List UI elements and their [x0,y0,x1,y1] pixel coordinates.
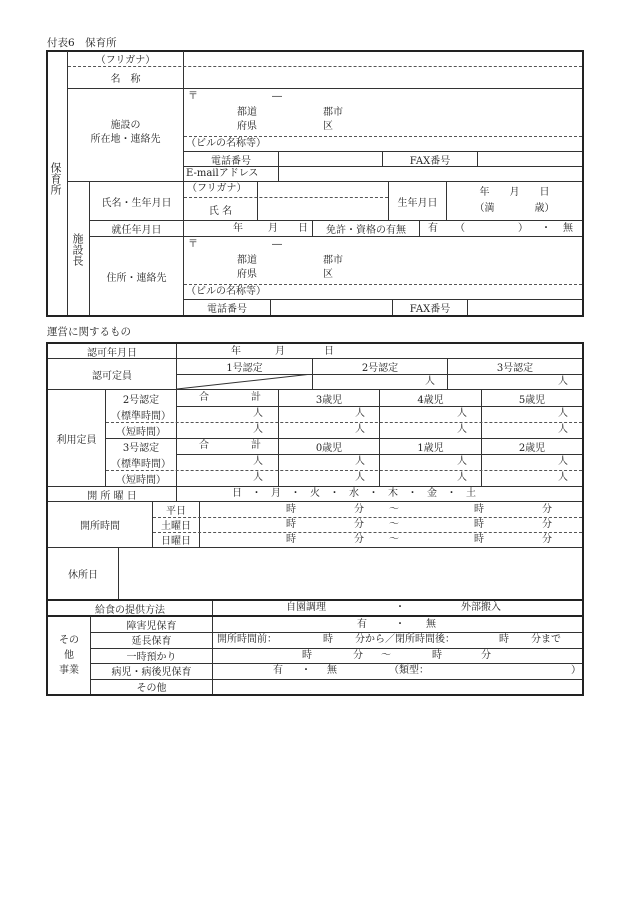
usage-total-b: 計 [251,392,261,403]
sick-care-dot: ・ [301,665,311,676]
disabled-care-dot: ・ [395,619,405,630]
usage-age-unit: 人 [457,472,467,483]
approval-date-input[interactable] [177,344,582,358]
usage-age-input[interactable] [279,470,349,486]
facility-building-input[interactable] [270,137,582,151]
usage-total-unit: 人 [253,424,263,435]
diagonal-slash [177,374,313,390]
open-day-1[interactable]: 月 [271,488,281,499]
director-building-label: （ビルの名称等） [186,286,266,297]
usage-total-unit: 人 [253,472,263,483]
hours-close-minute-unit: 分 [542,519,552,530]
director-furigana-input[interactable] [258,182,388,197]
open-day-separator: ・ [290,488,301,499]
hours-open-hour-unit: 時 [286,504,296,515]
usage-row-label: 2号認定 [122,394,160,406]
license-yes[interactable]: 有 [428,223,438,234]
usage-total-input[interactable] [177,406,247,422]
other-row-label: その他 [136,683,167,694]
sick-care-type-input[interactable] [432,663,568,678]
director-name-input[interactable] [258,198,388,220]
usage-age-input[interactable] [279,406,349,422]
usage-row-label: （標準時間） [111,458,171,470]
approval-date-label: 認可年月日 [87,347,137,359]
sick-care-type-close: ） [571,665,581,676]
appointed-date-input[interactable] [184,221,312,236]
operation-section-title: 運営に関するもの [47,326,131,338]
open-day-3[interactable]: 水 [349,488,359,499]
director-postal-input[interactable] [196,238,316,251]
usage-total-a: 合 [199,392,209,403]
open-day-2[interactable]: 火 [310,488,320,499]
hours-input[interactable] [200,502,582,517]
facility-postal-input[interactable] [196,90,316,103]
usage-age-unit: 人 [558,456,568,467]
usage-age-unit: 人 [457,408,467,419]
director-birth-label: 生年月日 [397,197,438,209]
usage-age-header: 0歳児 [315,442,343,454]
open-day-separator: ・ [407,488,418,499]
usage-age-unit: 人 [355,472,365,483]
hours-row-label: 日曜日 [161,536,191,547]
usage-age-header: 2歳児 [518,442,546,454]
disabled-care-no[interactable]: 無 [426,619,436,630]
hours-tilde: ～ [389,534,399,545]
hours-close-hour-unit: 時 [474,519,484,530]
sick-care-no[interactable]: 無 [327,665,337,676]
director-furigana-label: （フリガナ） [187,183,247,194]
director-postal-mark: 〒 [188,239,198,250]
director-todo-label: 都道 [237,255,257,266]
usage-total-unit: 人 [253,408,263,419]
temp-care-tilde: ～ [381,650,391,661]
director-age: （満 歳） [474,203,555,214]
director-ku-label: 区 [323,269,333,280]
appointed-month: 月 [268,223,278,234]
open-days-label: 開 所 曜 日 [87,490,137,502]
usage-age-input[interactable] [482,470,552,486]
open-day-0[interactable]: 日 [232,488,242,499]
license-paren-open: （ [455,223,465,234]
hours-open-hour-unit: 時 [286,534,296,545]
usage-total-input[interactable] [177,422,247,438]
usage-age-unit: 人 [457,456,467,467]
director-birthdate-input[interactable] [447,182,582,220]
hours-open-minute-unit: 分 [354,519,364,530]
ku-label: 区 [323,121,333,132]
facility-fax-input[interactable] [478,152,582,166]
disabled-care-yes[interactable]: 有 [357,619,367,630]
closed-days-input[interactable] [119,548,585,602]
meal-label: 給食の提供方法 [95,604,165,616]
usage-age-input[interactable] [279,422,349,438]
other-row-label: 延長保育 [131,636,172,647]
page-title: 付表6 保育所 [47,37,117,49]
sick-care-yes[interactable]: 有 [273,665,283,676]
usage-age-input[interactable] [380,406,451,422]
facility-section-label: 保育所 [49,162,62,195]
hours-label: 開所時間 [80,521,120,532]
license-detail-input[interactable] [466,221,516,236]
extended-care-hour1: 時 [323,634,333,645]
facility-address-input[interactable] [184,104,582,136]
appointed-day: 日 [298,223,308,234]
usage-age-header: 1歳児 [417,442,444,454]
open-day-separator: ・ [446,488,457,499]
open-day-separator: ・ [329,488,340,499]
usage-total-a: 合 [199,440,209,451]
license-no[interactable]: 無 [563,223,573,234]
extended-care-end: 分まで [531,634,561,645]
extended-after-hour-input[interactable] [460,632,498,647]
meal-dot: ・ [395,602,405,613]
usage-age-header: 3歳児 [315,394,343,406]
email-label: E-mailアドレス [186,168,259,179]
temp-care-h1: 時 [302,650,312,661]
usage-row-label: （標準時間） [111,410,171,422]
usage-age-input[interactable] [482,454,552,470]
approval-day: 日 [324,346,334,357]
hours-close-hour-unit: 時 [474,504,484,515]
usage-total-input[interactable] [177,470,247,486]
director-address-input[interactable] [184,252,582,284]
cert2-capacity-input[interactable] [313,375,423,389]
director-section-label: 施設長 [71,233,84,266]
usage-row-label: （短時間） [116,474,166,486]
cert2-unit: 人 [425,376,435,387]
director-birth-ymd: 年 月 日 [479,187,550,198]
director-phone-label: 電話番号 [207,304,247,315]
usage-total-unit: 人 [253,456,263,467]
phone-label: 電話番号 [211,155,251,167]
facility-furigana-input[interactable] [184,51,582,66]
usage-total-b: 計 [251,440,261,451]
open-day-4[interactable]: 木 [388,488,398,499]
cert1-header: 1号認定 [226,363,263,374]
hours-close-minute-unit: 分 [542,534,552,545]
open-day-separator: ・ [368,488,379,499]
other-row-label: 一時預かり [126,652,177,663]
hours-tilde: ～ [389,504,399,515]
hours-close-minute-unit: 分 [542,504,552,515]
other-row-label: 病児・病後児保育 [111,667,192,678]
todo-label: 都道 [237,107,257,118]
usage-age-header: 4歳児 [417,394,444,406]
usage-total-input[interactable] [177,454,247,470]
meal-option-external[interactable]: 外部搬入 [461,602,501,613]
postal-mark: 〒 [188,91,198,102]
usage-age-header: 5歳児 [518,394,546,406]
facility-email-input[interactable] [279,167,582,181]
open-day-separator: ・ [251,488,262,499]
usage-age-unit: 人 [457,424,467,435]
hours-open-hour-unit: 時 [286,519,296,530]
director-fuken-label: 府県 [237,269,257,280]
gunshi-label: 郡市 [323,107,343,118]
cert3-unit: 人 [558,376,568,387]
fax-label: FAX番号 [409,155,451,167]
director-name-label: 氏 名 [208,205,233,217]
usage-age-input[interactable] [380,422,451,438]
extended-care-before: 開所時間前： [217,634,277,645]
approval-month: 月 [275,346,285,357]
hours-row-label: 平日 [166,506,186,517]
usage-age-input[interactable] [279,454,349,470]
director-gunshi-label: 郡市 [323,255,343,266]
usage-age-unit: 人 [355,456,365,467]
other-label-line-1: その [59,635,79,646]
other-label-line-3: 事業 [59,665,79,676]
director-phone-input[interactable] [271,300,392,315]
temp-care-m1: 分 [353,650,363,661]
license-dot: ・ [541,223,551,234]
director-fax-input[interactable] [468,300,582,315]
director-name-birth-label: 氏名・生年月日 [101,197,172,209]
temp-care-h2: 時 [432,650,442,661]
facility-name-label: 名 称 [110,74,141,85]
extended-care-mid: 分から／閉所時間後： [355,634,455,645]
cert2-header: 2号認定 [361,363,399,374]
open-day-6[interactable]: 土 [466,488,476,499]
building-label: （ビルの名称等） [186,138,266,149]
usage-age-input[interactable] [380,454,451,470]
hours-tilde: ～ [389,519,399,530]
director-fax-label: FAX番号 [409,304,451,315]
usage-age-unit: 人 [558,472,568,483]
extended-care-hour2: 時 [499,634,509,645]
temp-care-input[interactable] [213,648,582,663]
temp-care-m2: 分 [481,650,491,661]
cert3-capacity-input[interactable] [448,375,556,389]
usage-age-unit: 人 [558,408,568,419]
usage-age-input[interactable] [380,470,451,486]
appointed-date-label: 就任年月日 [111,225,162,236]
hours-open-minute-unit: 分 [354,504,364,515]
license-label: 免許・資格の有無 [326,225,406,236]
usage-age-unit: 人 [355,424,365,435]
director-address-label: 住所・連絡先 [106,272,167,284]
other-service-input[interactable] [213,679,582,694]
license-paren-close: ） [518,223,528,234]
hours-input[interactable] [200,517,582,532]
cert3-header: 3号認定 [496,363,534,374]
approval-year: 年 [231,346,241,357]
usage-row-label: 3号認定 [122,442,160,454]
usage-age-input[interactable] [482,422,552,438]
open-days-list [230,489,478,499]
other-label-line-2: 他 [64,650,74,661]
hours-open-minute-unit: 分 [354,534,364,545]
usage-age-unit: 人 [558,424,568,435]
sick-care-type-open: （類型： [389,665,429,676]
director-postal-dash: ― [272,239,282,250]
closed-days-label: 休所日 [68,570,98,581]
fuken-label: 府県 [237,121,257,132]
other-services-label [48,633,90,678]
appointed-year: 年 [233,223,243,234]
capacity-label: 認可定員 [92,370,132,382]
usage-row-label: （短時間） [116,426,166,438]
facility-name-input[interactable] [184,67,582,88]
hours-row-label: 土曜日 [161,521,191,532]
other-row-label: 障害児保育 [126,621,177,632]
director-building-input[interactable] [270,285,582,299]
usage-capacity-label: 利用定員 [56,434,97,446]
facility-phone-input[interactable] [279,152,382,166]
furigana-label: （フリガナ） [95,55,156,66]
usage-age-input[interactable] [482,406,552,422]
postal-dash: ― [272,91,282,102]
hours-close-hour-unit: 時 [474,534,484,545]
open-day-5[interactable]: 金 [427,488,437,499]
usage-age-unit: 人 [355,408,365,419]
meal-option-in-house[interactable]: 自園調理 [286,602,326,613]
address-label-1: 施設の [110,120,141,131]
address-label-2: 所在地・連絡先 [90,134,161,145]
extended-before-hour-input[interactable] [280,632,320,647]
hours-input[interactable] [200,532,582,547]
